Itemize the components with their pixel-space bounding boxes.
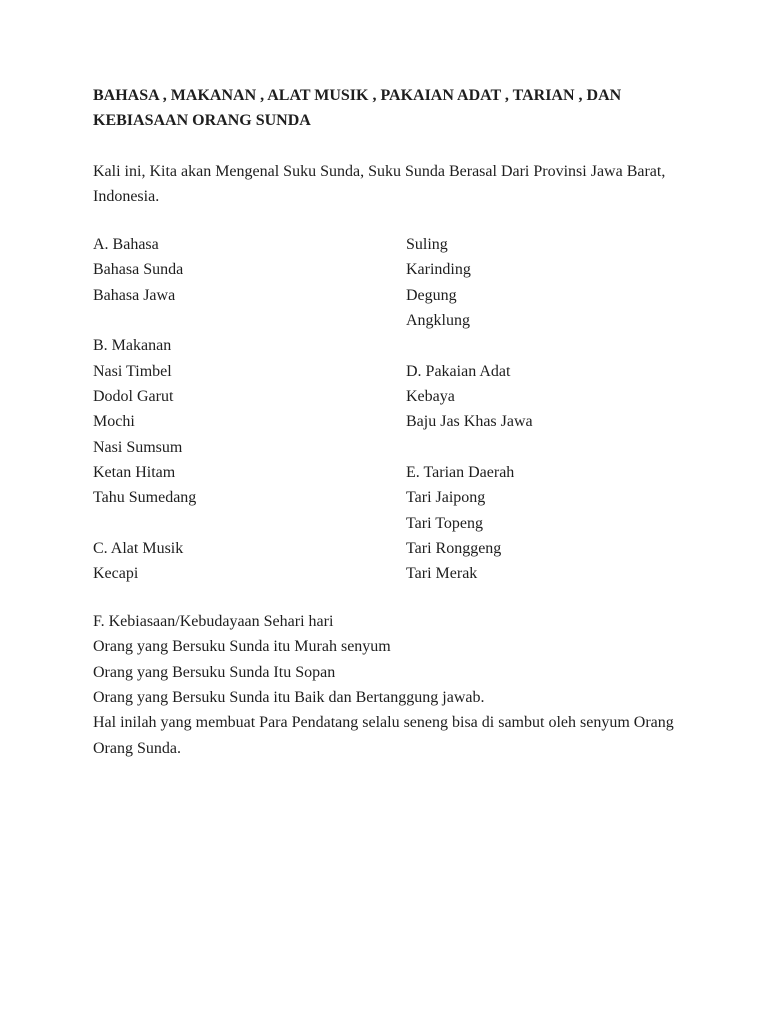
habits-line: Orang yang Bersuku Sunda itu Baik dan Bertanggung jawab.	[93, 689, 485, 707]
list-line: E. Tarian Daerah	[406, 464, 515, 482]
list-line: Tari Topeng	[406, 514, 483, 532]
title-line: BAHASA , MAKANAN , ALAT MUSIK , PAKAIAN ADAT , TARIAN , DAN	[93, 87, 622, 104]
list-line: B. Makanan	[93, 337, 172, 355]
intro-paragraph	[93, 159, 665, 210]
list-line: Dodol Garut	[93, 388, 174, 406]
intro-line: Indonesia.	[93, 188, 160, 206]
left-column-list	[93, 232, 196, 587]
list-line: D. Pakaian Adat	[406, 362, 511, 380]
list-line: Kecapi	[93, 565, 139, 583]
list-line: Bahasa Sunda	[93, 261, 184, 279]
list-line	[406, 435, 533, 460]
habits-section	[93, 609, 674, 761]
list-line: Mochi	[93, 413, 135, 431]
list-line: Karinding	[406, 261, 471, 279]
habits-line: Hal inilah yang membuat Para Pendatang selalu seneng bisa di sambut oleh senyum Orang	[93, 714, 674, 732]
list-line: Kebaya	[406, 388, 455, 406]
intro-line: Kali ini, Kita akan Mengenal Suku Sunda, Suku Sunda Berasal Dari Provinsi Jawa Barat,	[93, 163, 666, 180]
list-line: C. Alat Musik	[93, 540, 184, 558]
habits-line: Orang Sunda.	[93, 739, 181, 757]
list-line: Degung	[406, 286, 457, 304]
title-line: KEBIASAAN ORANG SUNDA	[93, 112, 311, 130]
list-line	[93, 511, 196, 536]
list-line: Ketan Hitam	[93, 464, 176, 482]
list-line: Suling	[406, 236, 448, 253]
habits-line: Orang yang Bersuku Sunda itu Murah senyum	[93, 638, 391, 656]
list-line	[406, 333, 533, 358]
list-line: Nasi Sumsum	[93, 438, 183, 456]
habits-line: F. Kebiasaan/Kebudayaan Sehari hari	[93, 613, 334, 630]
list-line: Tari Ronggeng	[406, 540, 502, 558]
list-line: Tahu Sumedang	[93, 489, 197, 507]
list-line: Nasi Timbel	[93, 362, 172, 380]
list-line: Bahasa Jawa	[93, 286, 176, 304]
list-line: Baju Jas Khas Jawa	[406, 413, 533, 431]
list-line: Tari Jaipong	[406, 489, 486, 507]
habits-line: Orang yang Bersuku Sunda Itu Sopan	[93, 663, 336, 681]
list-line: A. Bahasa	[93, 236, 159, 253]
list-line	[93, 308, 196, 333]
right-column-list	[406, 232, 533, 587]
list-line: Angklung	[406, 312, 470, 330]
list-line: Tari Merak	[406, 565, 478, 583]
document-title	[93, 83, 621, 134]
